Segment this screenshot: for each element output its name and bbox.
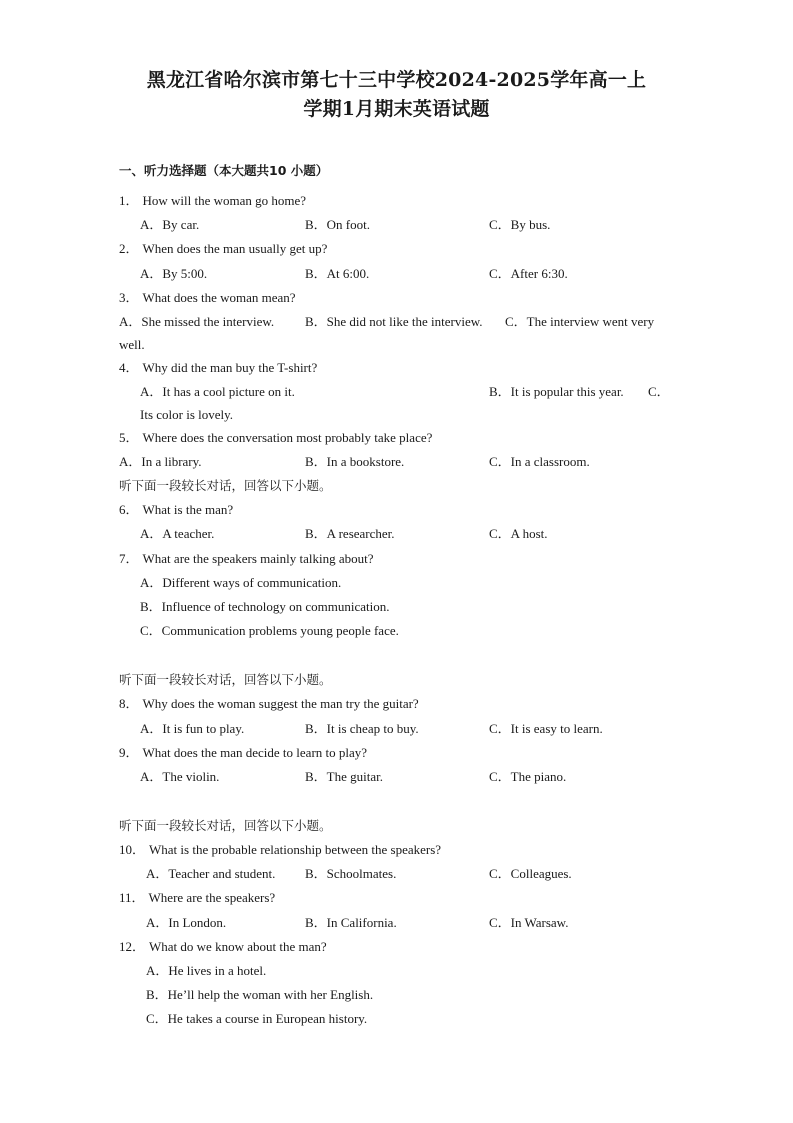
- option-c: C．The piano.: [489, 769, 567, 784]
- option-c: C．By bus.: [489, 217, 551, 232]
- option-b: B．He’ll help the woman with her English.: [146, 987, 374, 1002]
- question-number: 11．: [119, 890, 145, 905]
- question-number: 9．: [119, 745, 139, 760]
- option-a: A．By car.: [140, 217, 200, 232]
- question-12: [119, 939, 327, 955]
- question-number: 2．: [119, 241, 139, 256]
- question-number: 1．: [119, 193, 139, 208]
- option-c-continued: well.: [119, 337, 145, 352]
- option-c: C．It is easy to learn.: [489, 721, 603, 736]
- option-c: C．A host.: [489, 526, 548, 541]
- option-a: A．In a library.: [119, 454, 202, 469]
- option-c-continued: Its color is lovely.: [140, 407, 234, 422]
- question-text: What are the speakers mainly talking about?: [142, 551, 374, 566]
- title-line-1: 黑龙江省哈尔滨市第七十三中学校2024-2025学年高一上: [146, 69, 647, 91]
- long-dialogue-instruction: 听下面一段较长对话，回答以下小题。: [119, 478, 332, 493]
- option-c: C．After 6:30.: [489, 266, 568, 281]
- question-text: How will the woman go home?: [142, 193, 307, 208]
- title-line-2: 学期1月期末英语试题: [303, 98, 490, 120]
- option-a: A．He lives in a hotel.: [146, 963, 267, 978]
- option-c: C．Communication problems young people face.: [140, 623, 399, 638]
- option-a: A．Different ways of communication.: [140, 575, 342, 590]
- option-b: B．She did not like the interview.: [305, 314, 483, 329]
- section-heading: 一、听力选择题（本大题共10 小题）: [119, 163, 329, 178]
- long-dialogue-instruction: 听下面一段较长对话，回答以下小题。: [119, 818, 332, 833]
- question-6: [119, 502, 233, 518]
- question-11: [119, 890, 275, 906]
- question-number: 4．: [119, 360, 139, 375]
- long-dialogue-instruction: 听下面一段较长对话，回答以下小题。: [119, 672, 332, 687]
- option-c: C．Colleagues.: [489, 866, 572, 881]
- option-b: B．Schoolmates.: [305, 866, 397, 881]
- option-b: B．Influence of technology on communication.: [140, 599, 390, 614]
- question-8: [119, 696, 419, 712]
- question-number: 6．: [119, 502, 139, 517]
- question-number: 10．: [119, 842, 146, 857]
- option-a: A．In London.: [146, 915, 227, 930]
- question-text: Where are the speakers?: [148, 890, 276, 905]
- option-c: C．He takes a course in European history.: [146, 1011, 368, 1026]
- option-a: A．It is fun to play.: [140, 721, 245, 736]
- question-text: What do we know about the man?: [149, 939, 327, 954]
- question-text: What is the probable relationship between the speakers?: [149, 842, 442, 857]
- option-c: C．In a classroom.: [489, 454, 590, 469]
- question-text: Why does the woman suggest the man try the guitar?: [142, 696, 419, 711]
- option-b: B．In California.: [305, 915, 397, 930]
- question-2: [119, 241, 327, 257]
- question-1: [119, 193, 306, 209]
- question-3: [119, 290, 296, 306]
- option-b: B．A researcher.: [305, 526, 395, 541]
- question-10: [119, 842, 441, 858]
- option-c: C．In Warsaw.: [489, 915, 569, 930]
- option-b: B．At 6:00.: [305, 266, 370, 281]
- question-text: Where does the conversation most probably take place?: [142, 430, 433, 445]
- option-b: B．On foot.: [305, 217, 371, 232]
- option-b: B．It is cheap to buy.: [305, 721, 419, 736]
- option-a: A．She missed the interview.: [119, 314, 275, 329]
- question-7: [119, 551, 374, 567]
- question-number: 12．: [119, 939, 146, 954]
- question-number: 5．: [119, 430, 139, 445]
- option-b: B．The guitar.: [305, 769, 383, 784]
- option-a: A．The violin.: [140, 769, 220, 784]
- option-c: C．The interview went very: [505, 314, 655, 329]
- question-9: [119, 745, 367, 761]
- option-c: C．: [648, 384, 670, 399]
- page-title: [0, 66, 793, 124]
- option-a: A．Teacher and student.: [146, 866, 276, 881]
- question-text: What does the man decide to learn to play?: [142, 745, 368, 760]
- question-number: 7．: [119, 551, 139, 566]
- question-text: Why did the man buy the T-shirt?: [142, 360, 318, 375]
- option-b: B．It is popular this year.: [489, 384, 624, 399]
- option-b: B．In a bookstore.: [305, 454, 405, 469]
- question-text: What is the man?: [142, 502, 234, 517]
- question-number: 8．: [119, 696, 139, 711]
- question-text: When does the man usually get up?: [142, 241, 328, 256]
- option-a: A．A teacher.: [140, 526, 215, 541]
- question-5: [119, 430, 432, 446]
- option-a: A．By 5:00.: [140, 266, 208, 281]
- question-number: 3．: [119, 290, 139, 305]
- question-text: What does the woman mean?: [142, 290, 296, 305]
- question-4: [119, 360, 317, 376]
- option-a: A．It has a cool picture on it.: [140, 384, 295, 399]
